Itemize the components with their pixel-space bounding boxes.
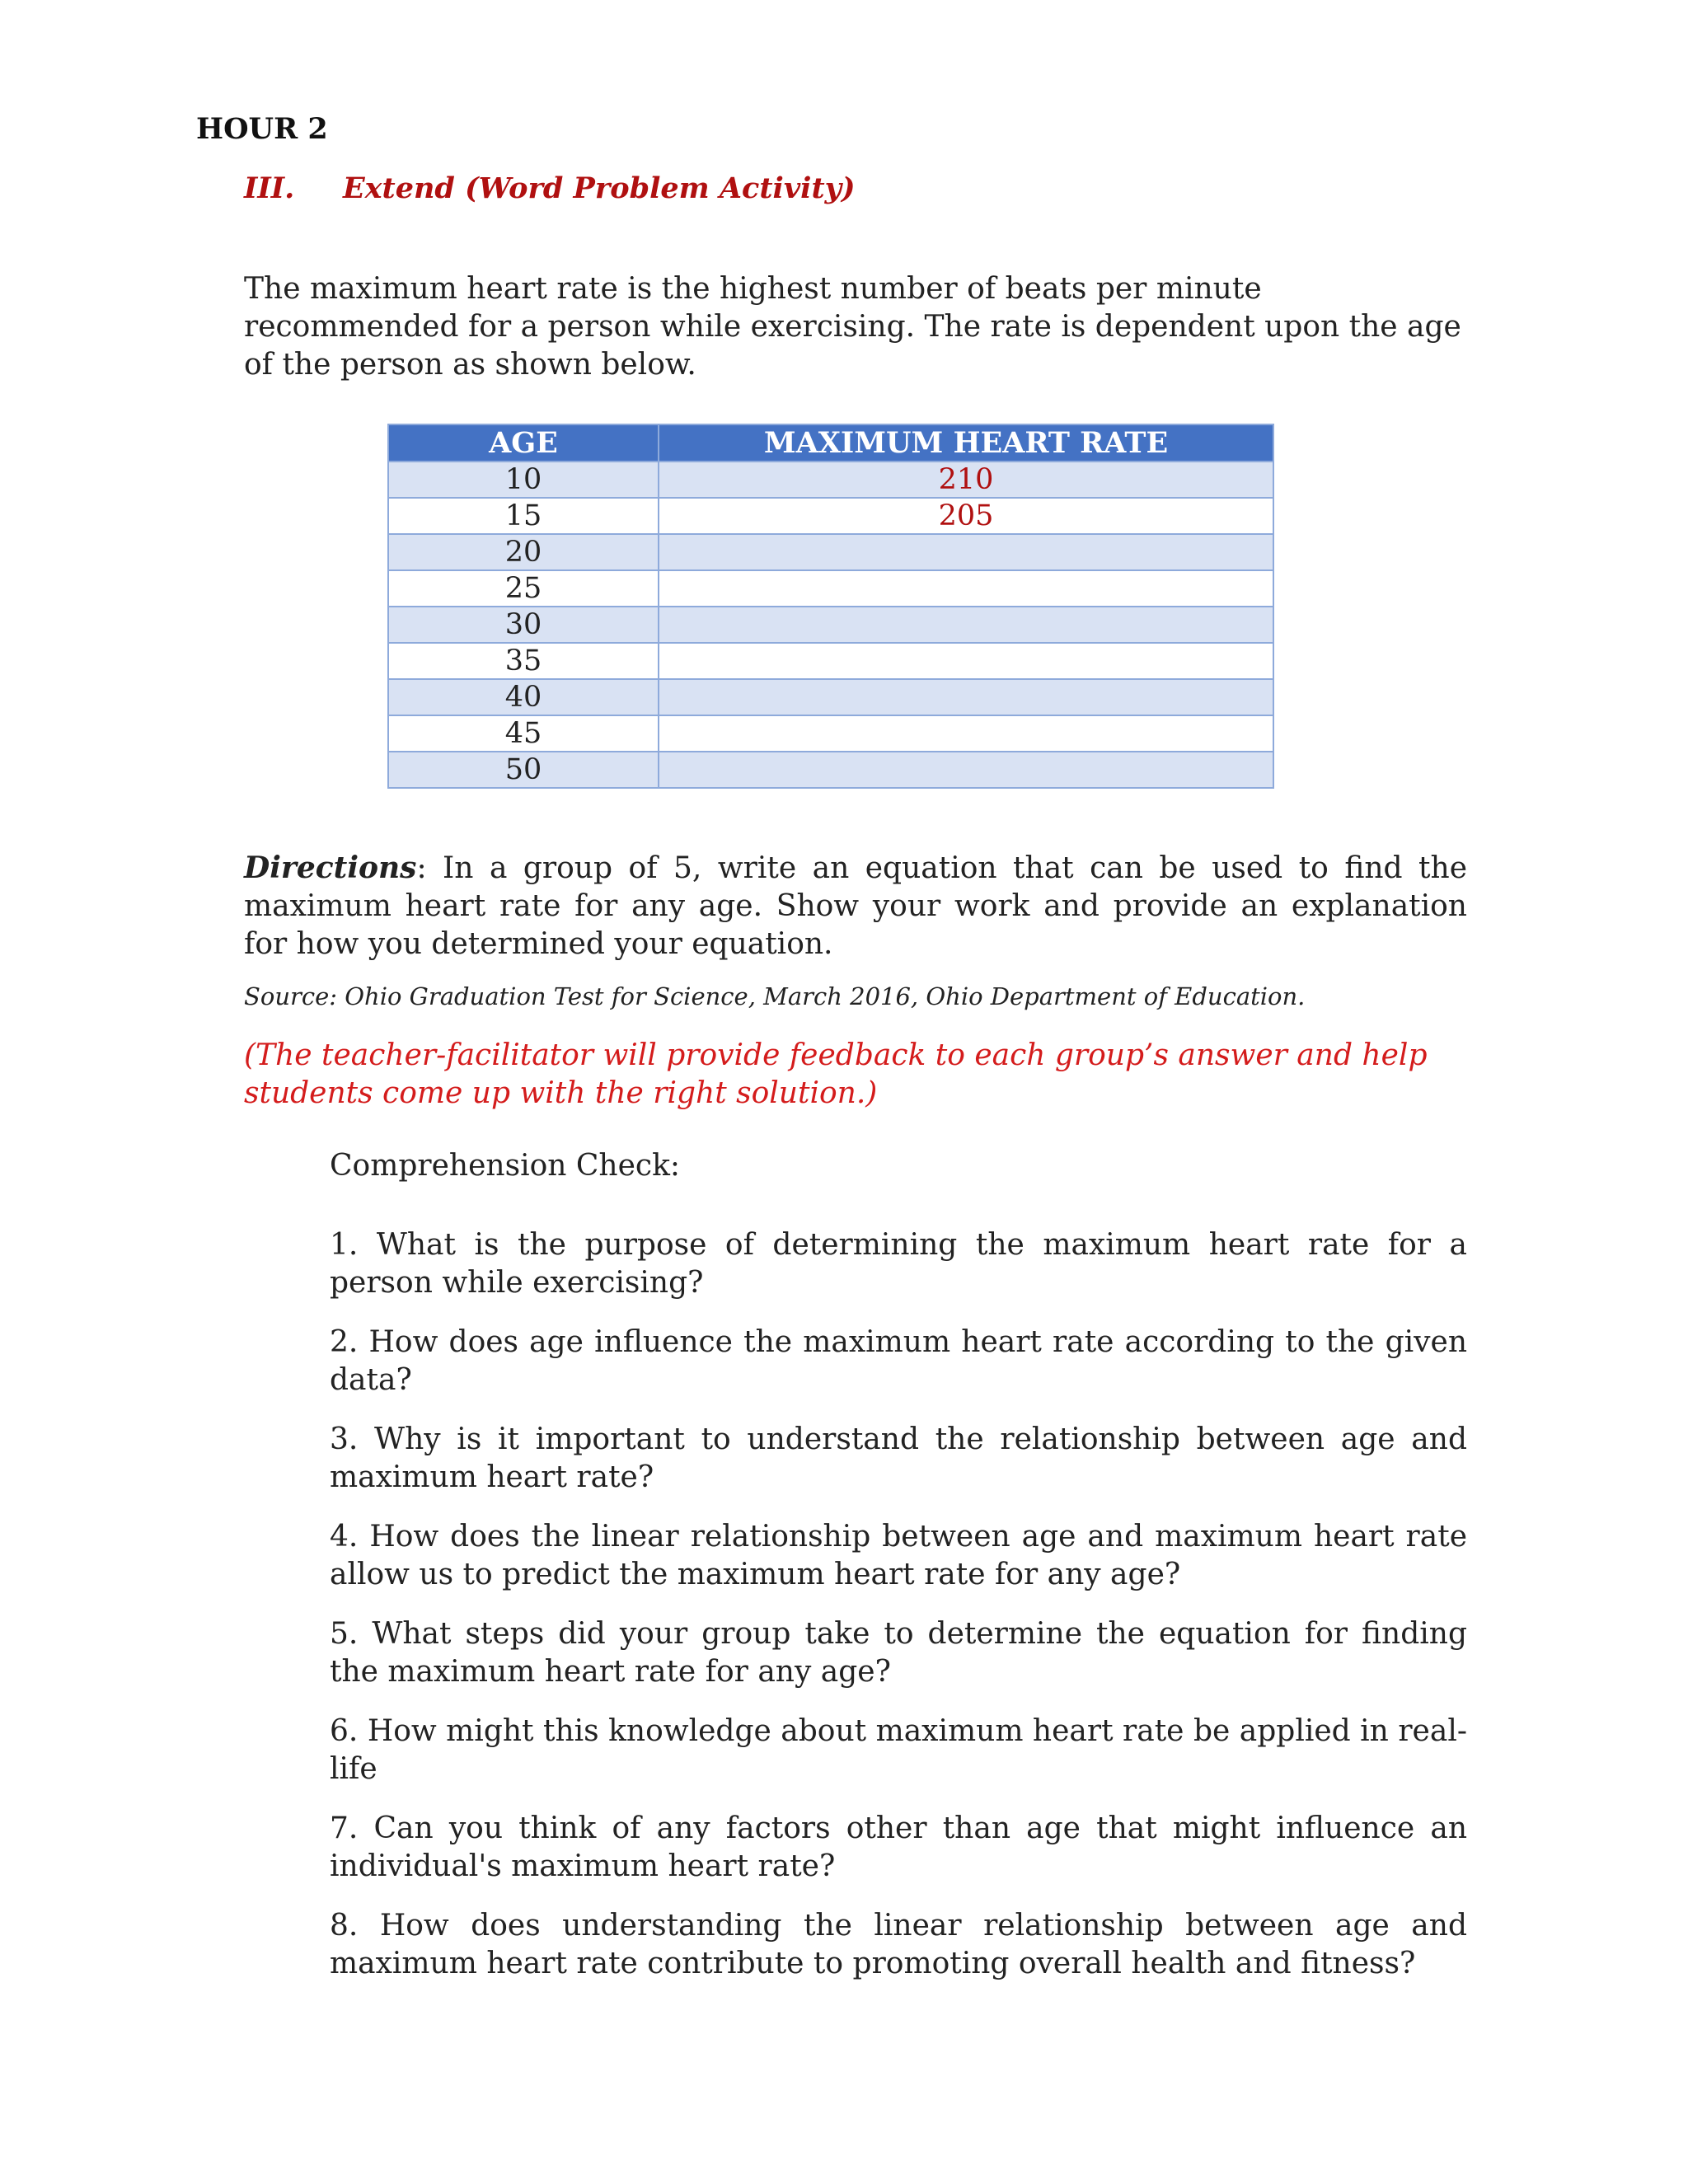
table-row bbox=[388, 715, 1273, 752]
rate-cell: 210 bbox=[659, 462, 1273, 498]
rate-cell bbox=[659, 607, 1273, 643]
age-cell: 35 bbox=[388, 643, 659, 679]
rate-column-header: MAXIMUM HEART RATE bbox=[659, 424, 1273, 462]
age-cell: 15 bbox=[388, 498, 659, 534]
table-header-row bbox=[388, 424, 1273, 462]
table-body bbox=[388, 462, 1273, 788]
question-item: 4. How does the linear relationship between age and maximum heart rate allow us to predict the maximum heart rate for any age? bbox=[330, 1520, 1467, 1591]
age-column-header: AGE bbox=[388, 424, 659, 462]
comprehension-title: Comprehension Check: bbox=[330, 1149, 681, 1183]
question-item: 1. What is the purpose of determining the maximum heart rate for a person while exercising? bbox=[330, 1228, 1467, 1300]
question-item: 8. How does understanding the linear relationship between age and maximum heart rate contribute to promoting overall health and fitness? bbox=[330, 1909, 1467, 1980]
question-item: 6. How might this knowledge about maximum heart rate be applied in real-life bbox=[330, 1714, 1467, 1786]
directions-text: : In a group of 5, write an equation that can be used to find the maximum heart rate for any age. Show your work and provide an explanation for how you determined your equation. bbox=[244, 851, 1467, 961]
rate-cell bbox=[659, 752, 1273, 788]
age-cell: 25 bbox=[388, 570, 659, 607]
teacher-note: (The teacher-facilitator will provide feedback to each group’s answer and help students come up with the right solution.) bbox=[244, 1038, 1428, 1110]
directions-paragraph bbox=[244, 849, 1467, 963]
question-list bbox=[330, 1226, 1467, 2004]
table-row bbox=[388, 498, 1273, 534]
table-row bbox=[388, 679, 1273, 715]
section-number: III. bbox=[244, 171, 295, 205]
age-cell: 45 bbox=[388, 715, 659, 752]
source-citation: Source: Ohio Graduation Test for Science, March 2016, Ohio Department of Education. bbox=[244, 982, 1306, 1010]
question-item: 5. What steps did your group take to determine the equation for finding the maximum heart rate for any age? bbox=[330, 1617, 1467, 1689]
heart-rate-table bbox=[387, 424, 1274, 789]
age-cell: 30 bbox=[388, 607, 659, 643]
hour-label: HOUR 2 bbox=[196, 112, 328, 146]
age-cell: 20 bbox=[388, 534, 659, 570]
directions-label: Directions bbox=[244, 851, 417, 885]
section-title: Extend (Word Problem Activity) bbox=[343, 171, 856, 205]
table-row bbox=[388, 643, 1273, 679]
question-item: 2. How does age influence the maximum heart rate according to the given data? bbox=[330, 1325, 1467, 1397]
section-heading bbox=[244, 171, 856, 205]
table-row bbox=[388, 752, 1273, 788]
table-row bbox=[388, 607, 1273, 643]
rate-cell bbox=[659, 715, 1273, 752]
age-cell: 40 bbox=[388, 679, 659, 715]
intro-paragraph: The maximum heart rate is the highest number of beats per minute recommended for a person while exercising. The rate is dependent upon the age of the person as shown below. bbox=[244, 272, 1461, 382]
age-cell: 10 bbox=[388, 462, 659, 498]
rate-cell bbox=[659, 570, 1273, 607]
rate-cell: 205 bbox=[659, 498, 1273, 534]
rate-cell bbox=[659, 679, 1273, 715]
age-cell: 50 bbox=[388, 752, 659, 788]
table-row bbox=[388, 570, 1273, 607]
table-row bbox=[388, 534, 1273, 570]
rate-cell bbox=[659, 643, 1273, 679]
table-row bbox=[388, 462, 1273, 498]
question-item: 3. Why is it important to understand the relationship between age and maximum heart rate? bbox=[330, 1422, 1467, 1494]
question-item: 7. Can you think of any factors other than age that might influence an individual's maximum heart rate? bbox=[330, 1811, 1467, 1883]
rate-cell bbox=[659, 534, 1273, 570]
